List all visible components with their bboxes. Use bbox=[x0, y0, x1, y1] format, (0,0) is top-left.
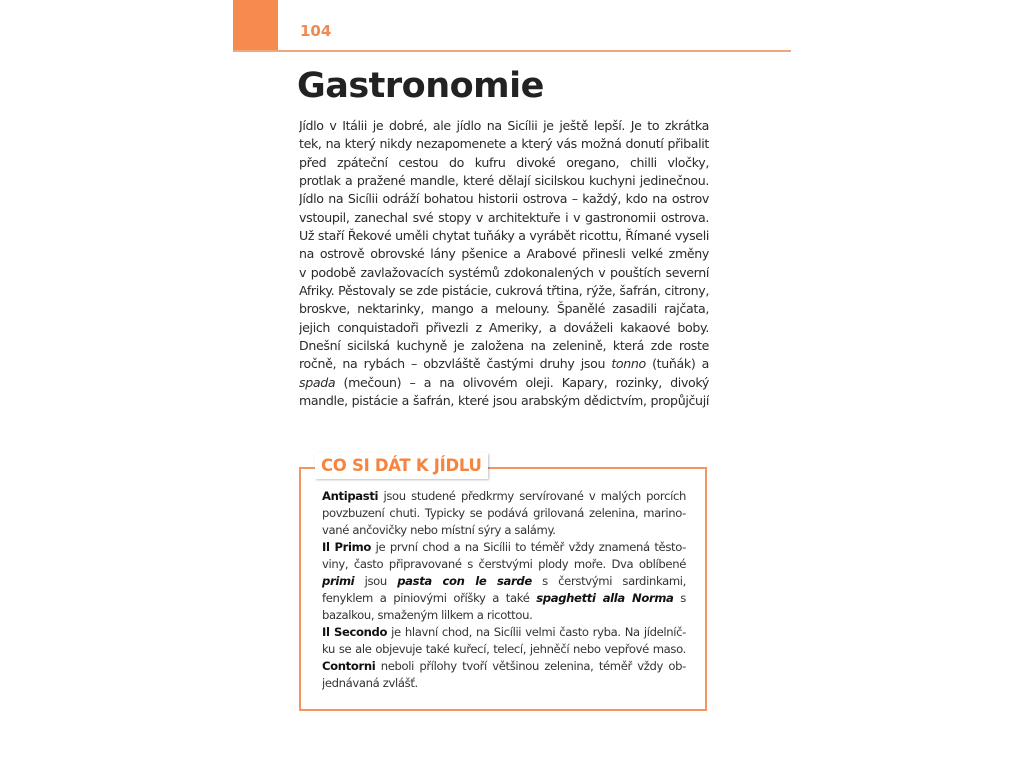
text-segment: Už staří Řekové uměli chytat tuňáky a vyrábět ricottu, Římané vyseli bbox=[299, 228, 709, 244]
text-segment: před zpáteční cestou do kufru divoké oregano, chilli vločky, bbox=[299, 154, 709, 170]
text-segment: jednávaná zvlášť. bbox=[322, 676, 418, 690]
text-segment: neboli přílohy tvoří většinou zelenina, téměř vždy ob- bbox=[375, 659, 686, 673]
text-segment: na ostrově obrovské lány pšenice a Arabové přinesli velké změny bbox=[299, 246, 709, 262]
sidebar-box-title: CO SI DÁT K JÍDLU bbox=[315, 453, 488, 479]
text-segment: jsou studené předkrmy servírované v malých porcích bbox=[383, 489, 686, 503]
header-rule bbox=[233, 50, 791, 52]
text-line bbox=[322, 573, 686, 590]
sidebar-box-text bbox=[322, 488, 686, 692]
page-number: 104 bbox=[300, 22, 332, 40]
text-segment: protlak a pražené mandle, které dělají sicilskou kuchyni jedinečnou. bbox=[299, 173, 709, 189]
emphasized-text: tonno bbox=[611, 356, 646, 372]
emphasized-text: pasta con le sarde bbox=[397, 574, 532, 588]
text-line bbox=[322, 539, 686, 556]
text-segment: jejich conquistadoři přivezli z Ameriky, a dováželi kakaové boby. bbox=[299, 319, 709, 335]
text-segment: vané ančovičky nebo místní sýry a salámy. bbox=[322, 523, 556, 537]
emphasized-text: spaghetti alla Norma bbox=[536, 591, 674, 605]
text-line bbox=[299, 227, 709, 245]
text-line bbox=[322, 488, 686, 505]
text-segment: Jídlo na Sicílii odráží bohatou historii ostrova – každý, kdo na ostrov bbox=[299, 191, 709, 207]
text-segment: (mečoun) – a na olivovém oleji. Kapary, rozinky, divoký bbox=[343, 374, 709, 390]
text-line bbox=[322, 590, 686, 607]
text-segment: povzbuzení chuti. Typicky se podává grilovaná zelenina, marino- bbox=[322, 506, 686, 520]
text-line bbox=[299, 355, 709, 373]
text-segment: fenyklem a piniovými oříšky a také bbox=[322, 591, 537, 605]
text-line bbox=[322, 624, 686, 641]
text-segment: Afriky. Pěstovaly se zde pistácie, cukrová třtina, rýže, šafrán, citrony, bbox=[299, 283, 709, 299]
page-corner-tab bbox=[233, 0, 278, 51]
text-segment: bazalkou, smaženým lilkem a ricottou. bbox=[322, 608, 533, 622]
text-line bbox=[299, 374, 709, 392]
text-segment: jsou bbox=[354, 574, 398, 588]
text-line bbox=[322, 556, 686, 573]
text-segment: vstoupil, zanechal své stopy v architektuře i v gastronomii ostrova. bbox=[299, 209, 709, 225]
text-line bbox=[299, 337, 709, 355]
text-line bbox=[299, 319, 709, 337]
body-text bbox=[299, 117, 709, 411]
text-segment: Dnešní sicilská kuchyně je založena na zelenině, která zde roste bbox=[299, 338, 709, 354]
text-segment: (tuňák) a bbox=[645, 356, 709, 372]
text-line bbox=[299, 172, 709, 190]
text-segment: v podobě zavlažovacích systémů zdokonalených v pouštích severní bbox=[299, 264, 709, 280]
emphasized-text: Antipasti bbox=[322, 489, 379, 503]
text-segment: broskve, nektarinky, mango a melouny. Španělé zasadili rajčata, bbox=[299, 301, 709, 317]
text-segment: s bbox=[680, 591, 686, 605]
text-line bbox=[322, 505, 686, 522]
text-segment: viny, často připravované s čerstvými plody moře. Dva oblíbené bbox=[322, 557, 686, 571]
text-line bbox=[299, 154, 709, 172]
text-segment: mandle, pistácie a šafrán, které jsou arabským dědictvím, propůjčují bbox=[299, 393, 709, 409]
text-line bbox=[299, 264, 709, 282]
text-segment: je první chod a na Sicílii to téměř vždy znamená těsto- bbox=[371, 540, 686, 554]
text-line bbox=[299, 245, 709, 263]
text-segment: ročně, na rybách – obzvláště častými druhy jsou bbox=[299, 356, 612, 372]
emphasized-text: spada bbox=[299, 374, 336, 390]
text-line bbox=[299, 300, 709, 318]
emphasized-text: Il Primo bbox=[322, 540, 372, 554]
text-segment: s čerstvými sardinkami, bbox=[542, 574, 686, 588]
text-segment: ku se ale objevuje také kuřecí, telecí, jehněčí nebo vepřové maso. bbox=[322, 642, 686, 656]
text-segment: je hlavní chod, na Sicílii velmi často ryba. Na jídelníč- bbox=[387, 625, 686, 639]
text-line bbox=[322, 675, 686, 692]
text-line bbox=[299, 392, 709, 410]
text-line bbox=[322, 658, 686, 675]
text-segment: tek, na který nikdy nezapomenete a který vás možná donutí přibalit bbox=[299, 136, 709, 152]
text-line bbox=[322, 607, 686, 624]
page-title: Gastronomie bbox=[297, 66, 544, 106]
text-line bbox=[322, 522, 686, 539]
text-line bbox=[299, 135, 709, 153]
text-line bbox=[322, 641, 686, 658]
text-line bbox=[299, 117, 709, 135]
text-segment: Jídlo v Itálii je dobré, ale jídlo na Sicílii je ještě lepší. Je to zkrátka bbox=[299, 118, 709, 133]
text-line bbox=[299, 209, 709, 227]
text-line bbox=[299, 282, 709, 300]
text-line bbox=[299, 190, 709, 208]
emphasized-text: Contorni bbox=[322, 659, 376, 673]
emphasized-text: primi bbox=[322, 574, 355, 588]
emphasized-text: Il Secondo bbox=[322, 625, 388, 639]
